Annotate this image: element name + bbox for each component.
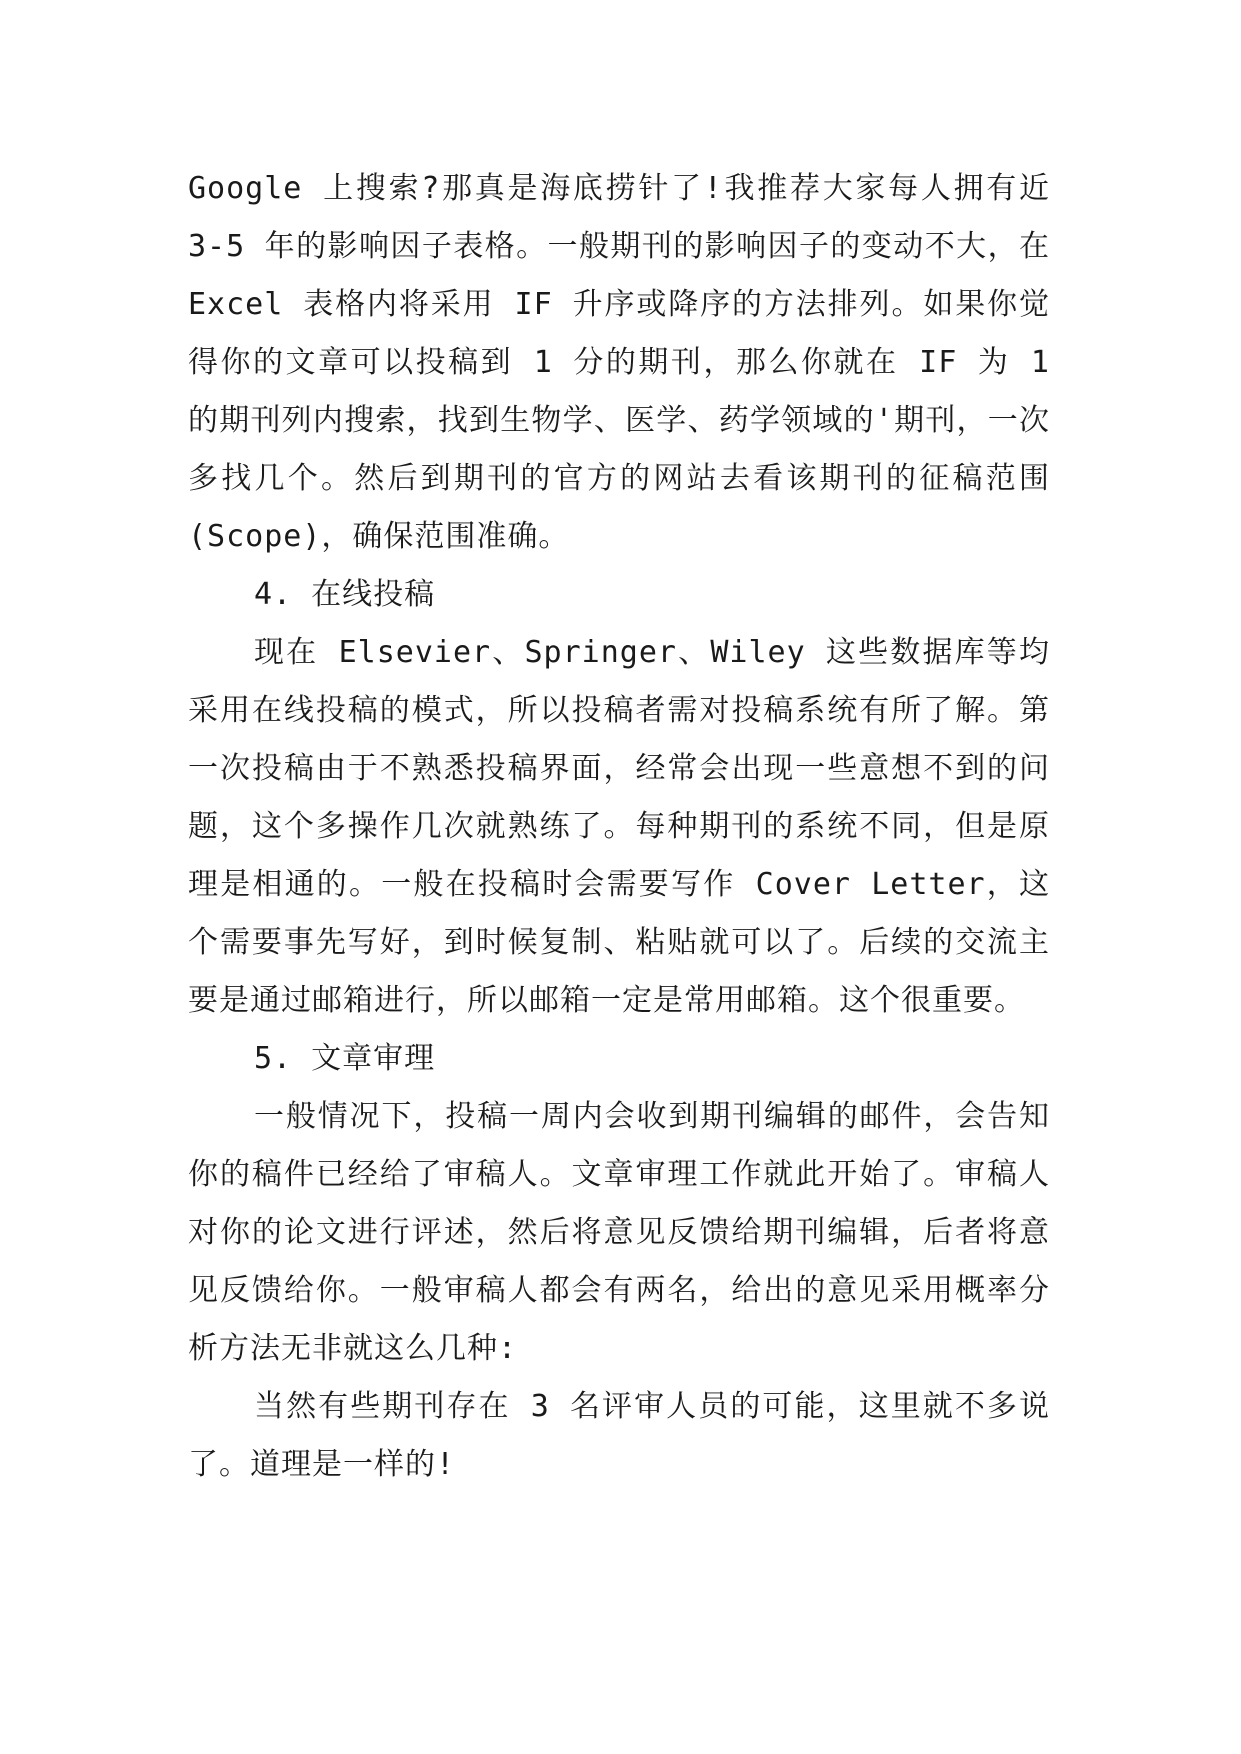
section-heading-online-submission: 4. 在线投稿: [254, 577, 436, 612]
document-body: [188, 160, 1050, 1494]
paragraph-online-submission: 现在 Elsevier、Springer、Wiley 这些数据库等均采用在线投稿的模式，所以投稿者需对投稿系统有所了解。第一次投稿由于不熟悉投稿界面，经常会出现一些意想不到的问题，这个多操作几次就熟练了。每种期刊的系统不同，但是原理是相通的。一般在投稿时会需要写作 Cover Letter，这个需要事先写好，到时候复制、粘贴就可以了。后续的交流主要是通过邮箱进行，所以邮箱一定是常用邮箱。这个很重要。: [188, 635, 1050, 1018]
paragraph-continuation: Google 上搜索?那真是海底捞针了!我推荐大家每人拥有近 3-5 年的影响因子表格。一般期刊的影响因子的变动不大，在 Excel 表格内将采用 IF 升序或降序的方法排列。如果你觉得你的文章可以投稿到 1 分的期刊，那么你就在 IF 为 1 的期刊列内搜索，找到生物学、医学、药学领域的'期刊，一次多找几个。然后到期刊的官方的网站去看该期刊的征稿范围(Scope)，确保范围准确。: [188, 171, 1050, 554]
paragraph-reviewer-count: 当然有些期刊存在 3 名评审人员的可能，这里就不多说了。道理是一样的!: [188, 1389, 1050, 1482]
paragraph-article-review: 一般情况下，投稿一周内会收到期刊编辑的邮件，会告知你的稿件已经给了审稿人。文章审理工作就此开始了。审稿人对你的论文进行评述，然后将意见反馈给期刊编辑，后者将意见反馈给你。一般审稿人都会有两名，给出的意见采用概率分析方法无非就这么几种:: [188, 1099, 1050, 1366]
section-heading-article-review: 5. 文章审理: [254, 1041, 436, 1076]
